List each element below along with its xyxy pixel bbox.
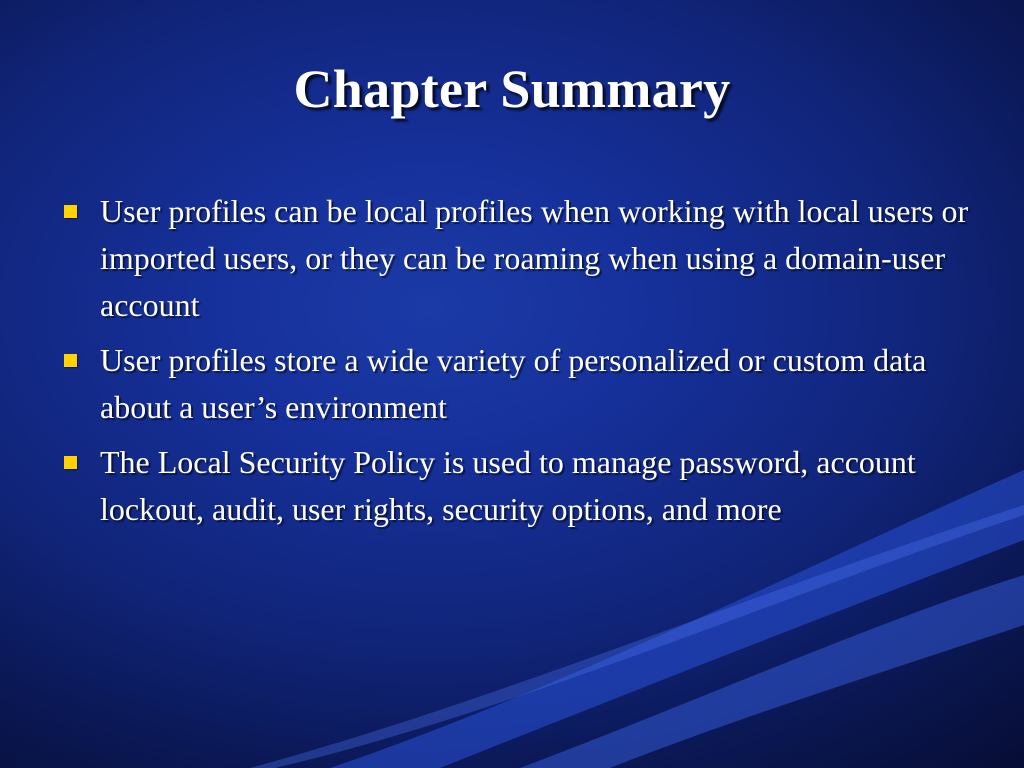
square-bullet-icon bbox=[64, 456, 77, 469]
bullet-text: User profiles store a wide variety of personalized or custom data about a user’s environment bbox=[100, 342, 927, 425]
square-bullet-icon bbox=[64, 205, 77, 218]
bullet-item bbox=[60, 337, 980, 431]
bullet-text: The Local Security Policy is used to manage password, account lockout, audit, user rights, security options, and more bbox=[100, 444, 916, 527]
bullet-item bbox=[60, 439, 980, 533]
bullet-list bbox=[60, 188, 980, 541]
bullet-text: User profiles can be local profiles when working with local users or imported users, or they can be roaming when using a domain-user account bbox=[100, 193, 969, 323]
slide-title: Chapter Summary bbox=[293, 59, 731, 119]
bullet-item bbox=[60, 188, 980, 329]
square-bullet-icon bbox=[64, 354, 77, 367]
